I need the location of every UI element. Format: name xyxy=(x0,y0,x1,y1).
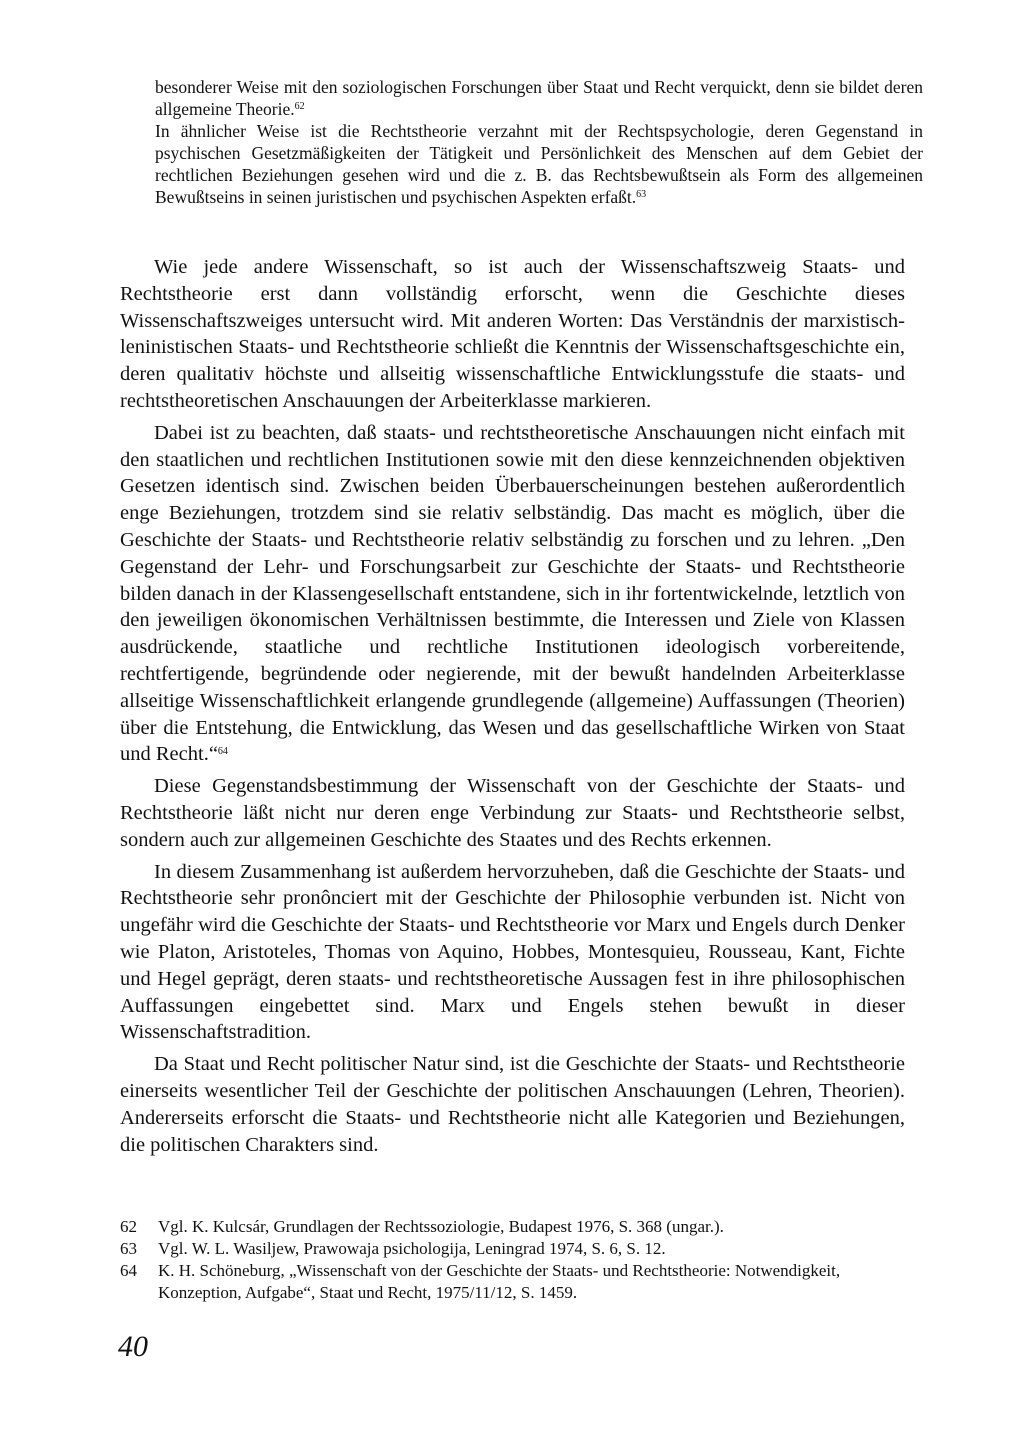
page-number: 40 xyxy=(118,1330,148,1363)
body-paragraph: Wie jede andere Wissenschaft, so ist auch der Wissenschaftszweig Staats- und Rechtstheorie erst dann vollständig erforscht, wenn die Geschichte dieses Wissenschaftszweiges untersucht wird. Mit anderen Worten: Das Verständnis der marxistisch-leninistischen Staats- und Rechtstheorie schließt die Kenntnis der Wissenschaftsgeschichte ein, deren qualitativ höchste und allseitig wissenschaftliche Entwicklungsstufe die staats- und rechtstheoretischen Anschauungen der Arbeiterklasse markieren. xyxy=(120,256,905,412)
quote-paragraph-text: In ähnlicher Weise ist die Rechtstheorie verzahnt mit der Rechtspsychologie, deren Gegenstand in psychischen Gesetzmäßigkeiten der Tätigkeit und Persönlichkeit des Menschen auf dem Gebiet der rechtlichen Beziehungen gesehen wird und die z. B. das Rechtsbewußtsein als Form des allgemeinen Bewußtseins in seinen juristischen und psychischen Aspekten erfaßt. xyxy=(155,121,923,207)
footnote-ref: 62 xyxy=(294,101,305,112)
quote-paragraph-text: besonderer Weise mit den soziologischen Forschungen über Staat und Recht verquickt, denn sie bildet deren allgemeine Theorie. xyxy=(155,77,923,119)
body-paragraph: Da Staat und Recht politischer Natur sind, ist die Geschichte der Staats- und Rechtstheorie einerseits wesentlicher Teil der Geschichte der politischen Anschauungen (Lehren, Theorien). Andererseits erforscht die Staats- und Rechtstheorie nicht alle Kategorien und Beziehungen, die politischen Charakters sind. xyxy=(120,1053,905,1156)
main-text xyxy=(120,254,905,1163)
footnote-ref: 63 xyxy=(636,189,647,200)
footnote xyxy=(120,1238,905,1260)
quote-paragraph xyxy=(155,120,923,208)
body-paragraph-text: Dabei ist zu beachten, daß staats- und rechtstheoretische Anschauungen nicht einfach mit den staatlichen und rechtlichen Institutionen sowie mit den diese kennzeichnenden objektiven Gesetzen identisch sind. Zwischen beiden Überbauerscheinungen bestehen außerordentlich enge Beziehungen, trotzdem sind sie relativ selbständig. Das macht es möglich, über die Geschichte der Staats- und Rechtstheorie relativ selbständig zu forschen und zu lehren. „Den Gegenstand der Lehr- und Forschungsarbeit zur Geschichte der Staats- und Rechtstheorie bilden danach in der Klassengesellschaft entstandene, sich in ihr fortentwickelnde, letztlich von den jeweiligen ökonomischen Verhältnissen bestimmte, die Interessen und Ziele von Klassen ausdrückende, staatliche und rechtliche Institutionen ideologisch vorbereitende, rechtfertigende, begründende oder negierende, mit der bewußt handelnden Arbeiterklasse allseitige Wissenschaftlichkeit erlangende grundlegende (allgemeine) Auffassungen (Theorien) über die Entstehung, die Entwicklung, das Wesen und das gesellschaftliche Wirken von Staat und Recht.“ xyxy=(120,421,905,766)
body-paragraph: Diese Gegenstandsbestimmung der Wissenschaft von der Geschichte der Staats- und Rechtstheorie läßt nicht nur deren enge Verbindung zur Staats- und Rechtstheorie selbst, sondern auch zur allgemeinen Geschichte des Staates und des Rechts erkennen. xyxy=(120,775,905,851)
footnote-text: K. H. Schöneburg, „Wissenschaft von der Geschichte der Staats- und Rechtstheorie: Notwendigkeit, Konzeption, Aufgabe“, Staat und Recht, 1975/11/12, S. 1459. xyxy=(158,1261,841,1302)
footnote xyxy=(120,1216,905,1238)
footnote-number: 63 xyxy=(120,1239,137,1258)
footnote-number: 64 xyxy=(120,1261,137,1280)
quote-paragraph xyxy=(155,76,923,120)
footnote-text: Vgl. W. L. Wasiljew, Prawowaja psichologija, Leningrad 1974, S. 6, S. 12. xyxy=(158,1239,666,1258)
body-paragraph: In diesem Zusammenhang ist außerdem hervorzuheben, daß die Geschichte der Staats- und Rechtstheorie sehr pronônciert mit der Geschichte der Philosophie verbunden ist. Nicht von ungefähr wird die Geschichte der Staats- und Rechtstheorie vor Marx und Engels durch Denker wie Platon, Aristoteles, Thomas von Aquino, Hobbes, Montesquieu, Rousseau, Kant, Fichte und Hegel geprägt, deren staats- und rechtstheoretische Aussagen fest in ihre philosophischen Auffassungen eingebettet sind. Marx und Engels stehen bewußt in dieser Wissenschaftstradition. xyxy=(120,860,905,1044)
footnote-text: Vgl. K. Kulcsár, Grundlagen der Rechtssoziologie, Budapest 1976, S. 368 (ungar.). xyxy=(158,1217,724,1236)
footnote-ref: 64 xyxy=(217,746,228,758)
body-paragraph xyxy=(120,420,905,768)
footnote xyxy=(120,1260,905,1304)
footnotes xyxy=(120,1216,905,1304)
footnote-number: 62 xyxy=(120,1217,137,1236)
quote-block xyxy=(155,76,923,208)
